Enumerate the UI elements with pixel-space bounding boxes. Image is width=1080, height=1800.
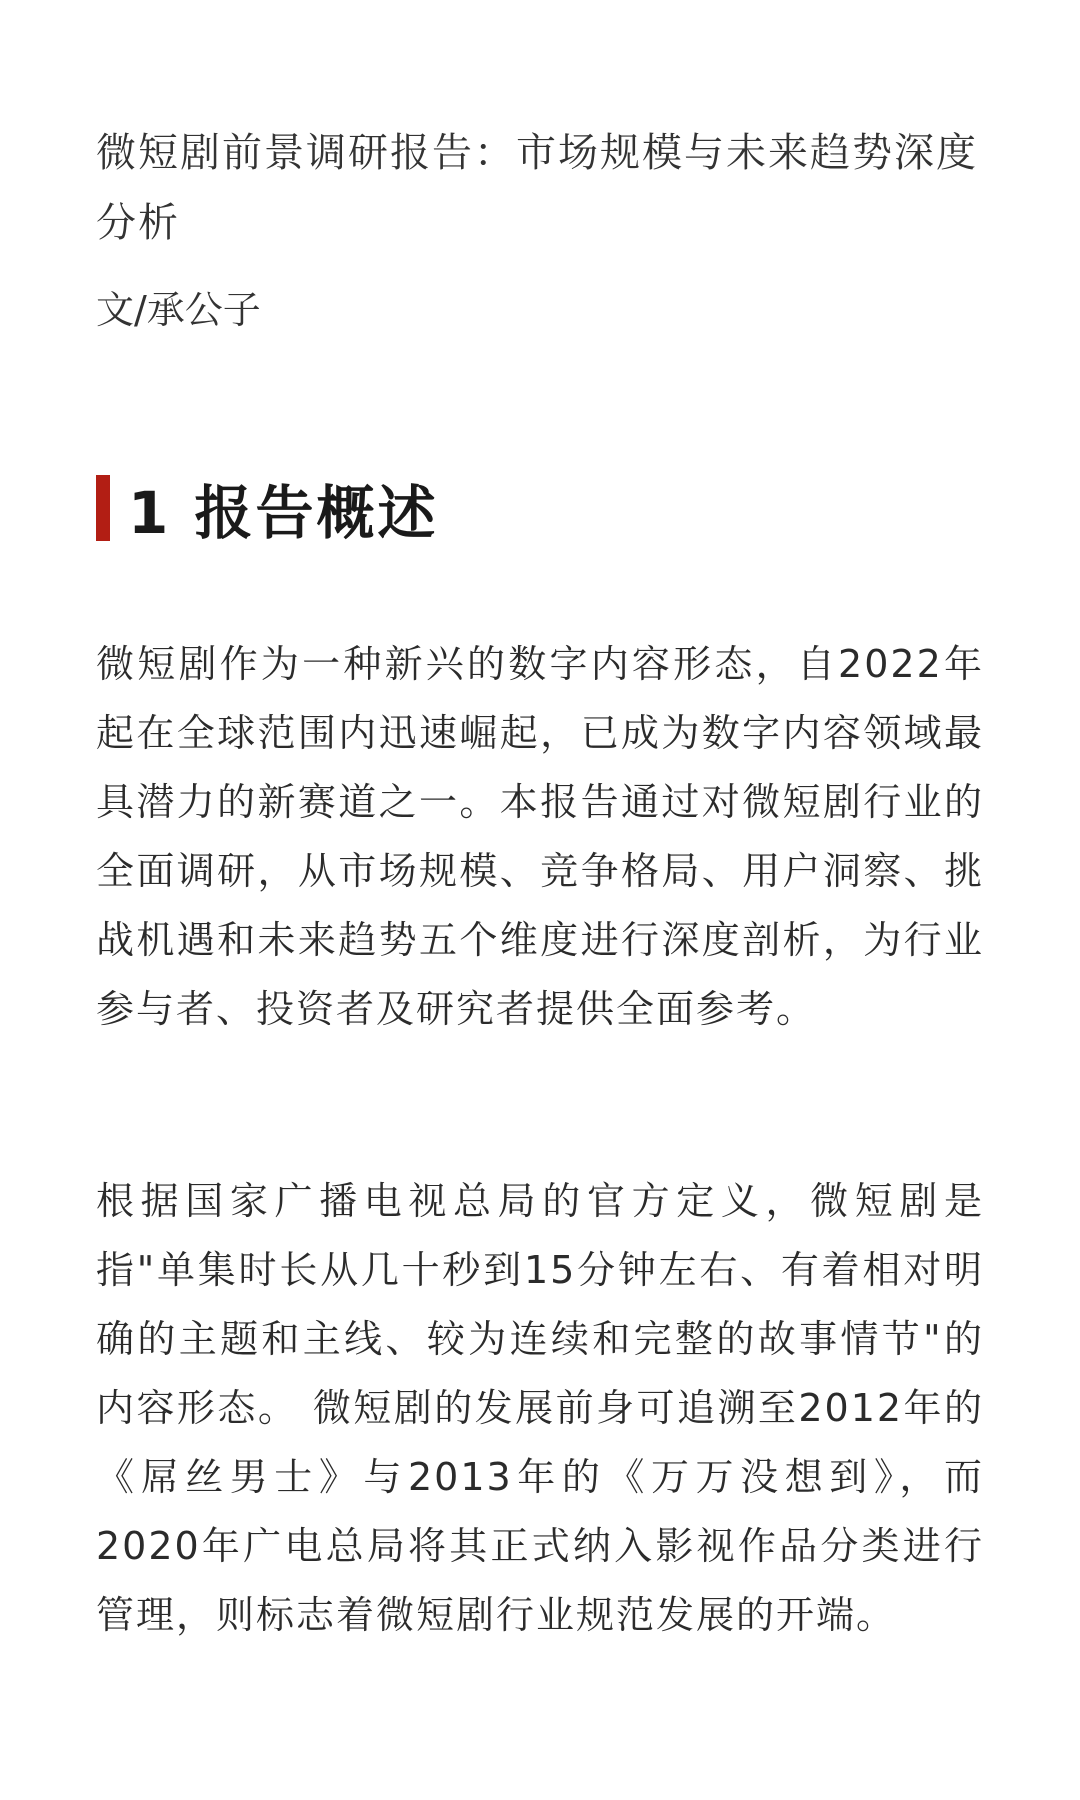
section-heading-text: 1 报告概述 [128,479,439,547]
section-heading [96,475,439,547]
section-accent-bar [96,475,110,541]
paragraph-definition: 根据国家广播电视总局的官方定义，微短剧是指"单集时长从几十秒到15分钟左右、有着相对明确的主题和主线、较为连续和完整的故事情节"的内容形态。 微短剧的发展前身可追溯至2012年的《屌丝男士》与2013年的《万万没想到》，而2020年广电总局将其正式纳入影视作品分类进行管理，则标志着微短剧行业规范发展的开端。 [96,1179,984,1637]
author-byline: 文/承公子 [96,288,261,332]
paragraph-overview: 微短剧作为一种新兴的数字内容形态，自2022年起在全球范围内迅速崛起，已成为数字内容领域最具潜力的新赛道之一。本报告通过对微短剧行业的全面调研，从市场规模、竞争格局、用户洞察、挑战机遇和未来趋势五个维度进行深度剖析，为行业参与者、投资者及研究者提供全面参考。 [96,642,984,1031]
document-title: 微短剧前景调研报告：市场规模与未来趋势深度分析 [96,130,978,246]
